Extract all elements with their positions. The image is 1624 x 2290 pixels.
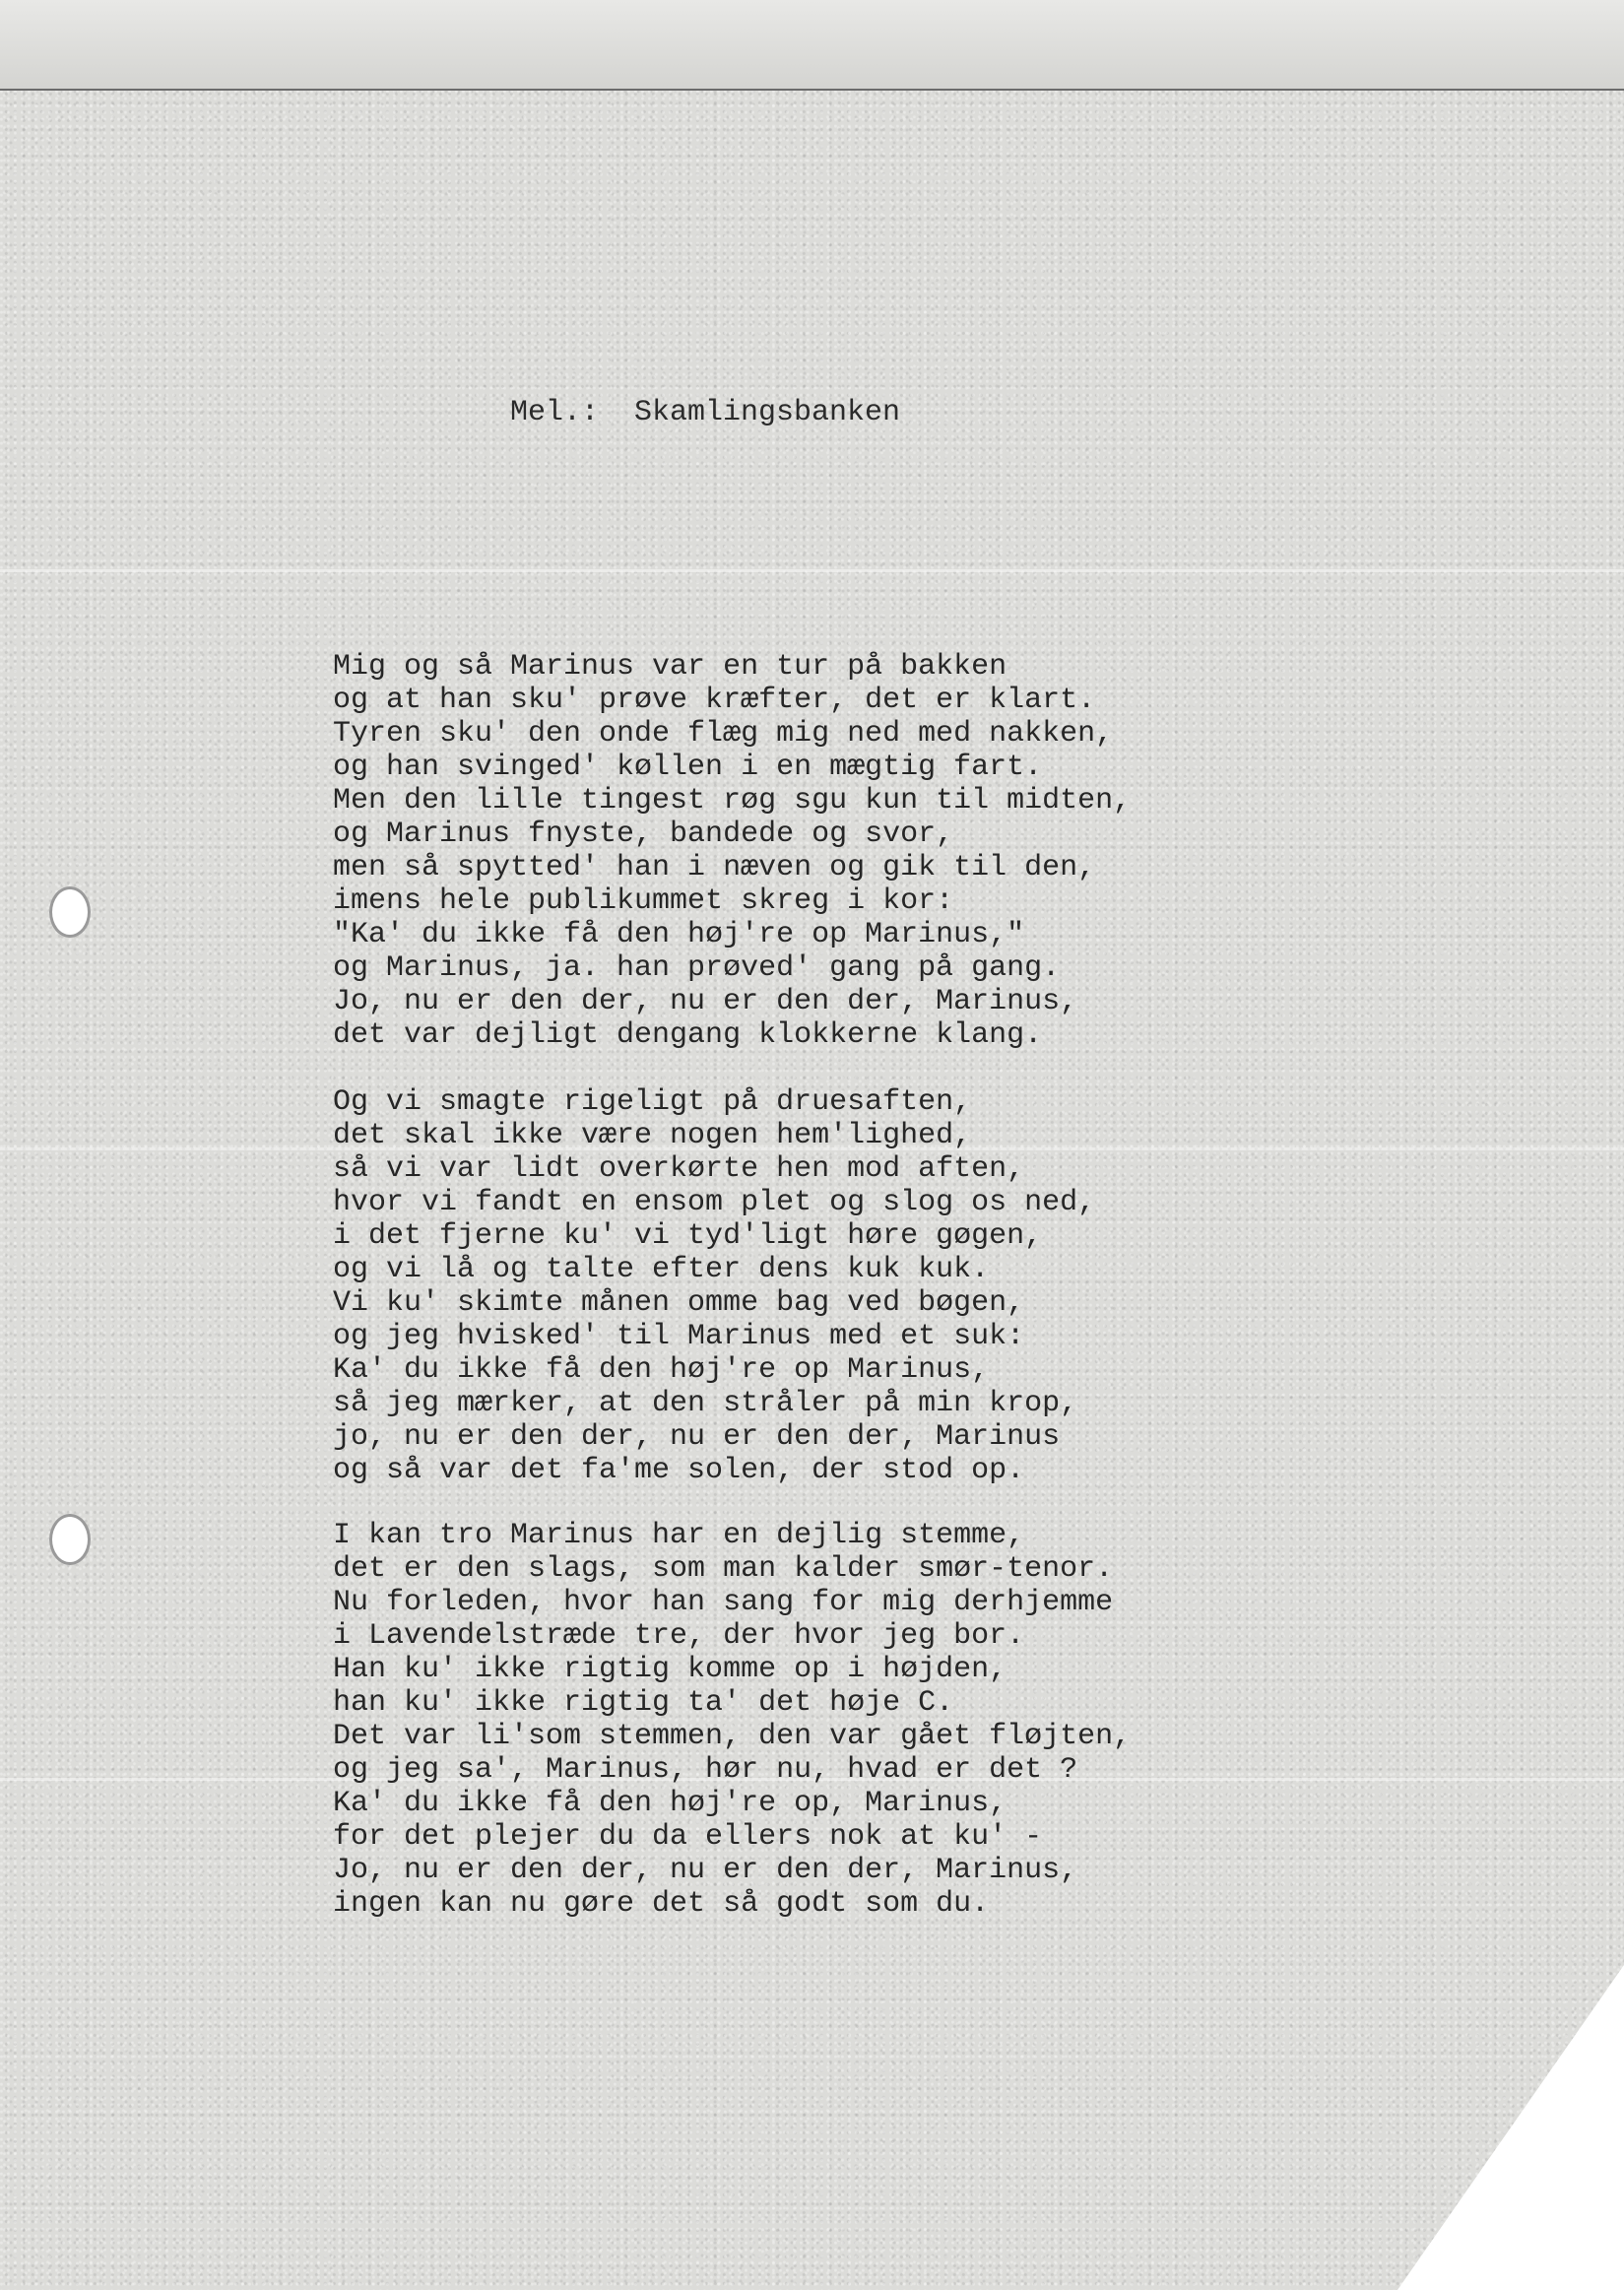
verse-line: og jeg hvisked' til Marinus med et suk:: [333, 1320, 1025, 1353]
verse-line: og vi lå og talte efter dens kuk kuk.: [333, 1253, 990, 1286]
verse-line: så vi var lidt overkørte hen mod aften,: [333, 1152, 1025, 1186]
verse-line: Ka' du ikke få den høj're op, Marinus,: [333, 1787, 1007, 1820]
verse-line: Jo, nu er den der, nu er den der, Marinus,: [333, 1854, 1078, 1887]
verse-line: Tyren sku' den onde flæg mig ned med nakken,: [333, 717, 1114, 751]
verse-line: Det var li'som stemmen, den var gået fløjten,: [333, 1720, 1132, 1753]
verse-line: men så spytted' han i næven og gik til den,: [333, 851, 1096, 884]
verse-line: det er den slags, som man kalder smør-tenor.: [333, 1552, 1114, 1586]
verse-line: og Marinus fnyste, bandede og svor,: [333, 818, 954, 851]
verse-line: Vi ku' skimte månen omme bag ved bøgen,: [333, 1286, 1025, 1320]
verse-line: han ku' ikke rigtig ta' det høje C.: [333, 1686, 954, 1720]
verse-2: [333, 1085, 1095, 1487]
verse-line: Nu forleden, hvor han sang for mig derhjemme: [333, 1586, 1114, 1619]
verse-line: det skal ikke være nogen hem'lighed,: [333, 1119, 972, 1152]
verse-line: så jeg mærker, at den stråler på min krop,: [333, 1387, 1078, 1420]
torn-corner: [1397, 1965, 1624, 2290]
verse-line: I kan tro Marinus har en dejlig stemme,: [333, 1519, 1025, 1552]
verse-1: [333, 650, 1131, 1052]
verse-line: ingen kan nu gøre det så godt som du.: [333, 1887, 990, 1921]
verse-line: og så var det fa'me solen, der stod op.: [333, 1454, 1025, 1487]
verse-line: i Lavendelstræde tre, der hvor jeg bor.: [333, 1619, 1025, 1653]
verse-line: og Marinus, ja. han prøved' gang på gang.: [333, 951, 1061, 985]
verse-line: Jo, nu er den der, nu er den der, Marinus,: [333, 985, 1078, 1018]
verse-line: og han svinged' køllen i en mægtig fart.: [333, 751, 1043, 784]
verse-line: jo, nu er den der, nu er den der, Marinus: [333, 1420, 1061, 1454]
verse-line: imens hele publikummet skreg i kor:: [333, 884, 954, 918]
verse-line: det var dejligt dengang klokkerne klang.: [333, 1018, 1043, 1052]
punch-hole: [49, 886, 91, 938]
melody-heading: Mel.: Skamlingsbanken: [510, 396, 901, 429]
verse-line: og jeg sa', Marinus, hør nu, hvad er det ?: [333, 1753, 1078, 1787]
page-top-edge: [0, 0, 1624, 91]
verse-line: for det plejer du da ellers nok at ku' -: [333, 1820, 1043, 1854]
verse-line: hvor vi fandt en ensom plet og slog os ned,: [333, 1186, 1096, 1219]
verse-line: Og vi smagte rigeligt på druesaften,: [333, 1085, 972, 1119]
verse-line: Han ku' ikke rigtig komme op i højden,: [333, 1653, 1007, 1686]
verse-line: "Ka' du ikke få den høj're op Marinus,": [333, 918, 1025, 951]
verse-line: Men den lille tingest røg sgu kun til midten,: [333, 784, 1132, 818]
verse-line: Mig og så Marinus var en tur på bakken: [333, 650, 1007, 684]
punch-hole: [49, 1514, 91, 1565]
verse-line: Ka' du ikke få den høj're op Marinus,: [333, 1353, 990, 1387]
paper-fold-line: [0, 569, 1624, 572]
verse-3: [333, 1519, 1131, 1921]
verse-line: i det fjerne ku' vi tyd'ligt høre gøgen,: [333, 1219, 1043, 1253]
verse-line: og at han sku' prøve kræfter, det er klart.: [333, 684, 1096, 717]
